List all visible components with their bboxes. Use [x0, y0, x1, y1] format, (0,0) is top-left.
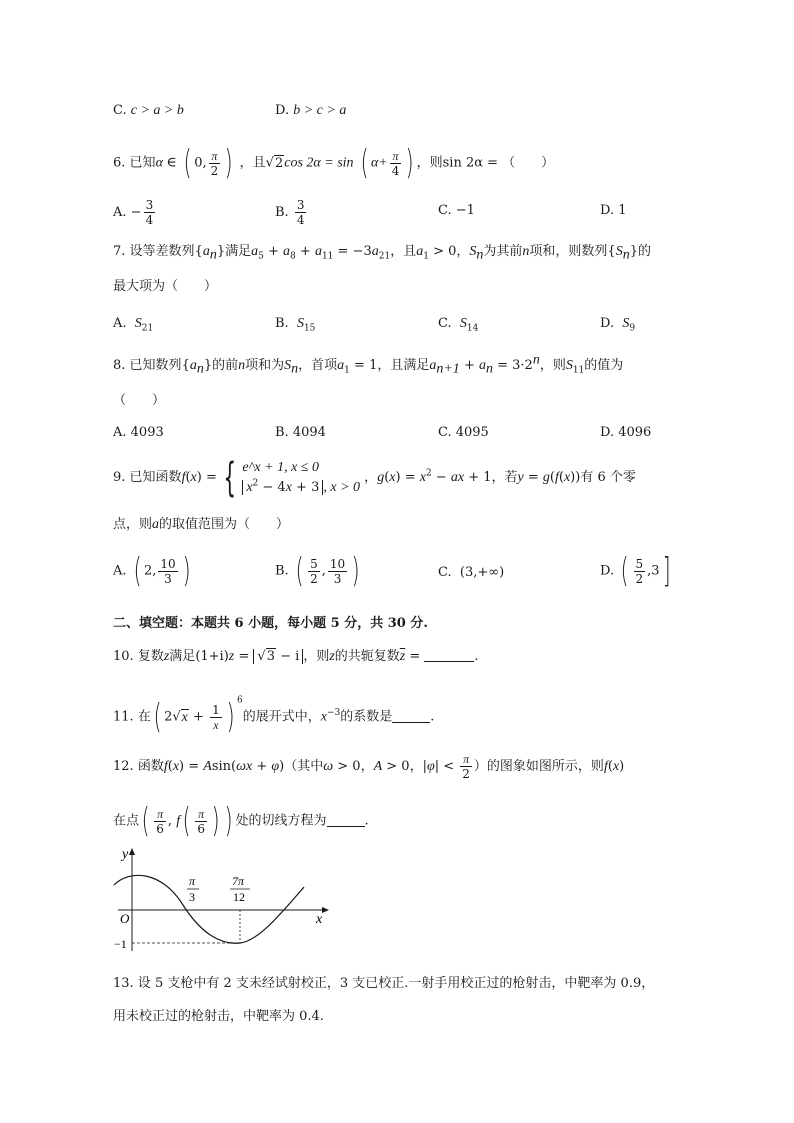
q8-option-c: C. 4095: [438, 425, 489, 440]
q7-option-b: B. $S_{15}$: [275, 316, 316, 334]
q6-option-a: A. − $\frac{3}{4}$: [113, 198, 154, 227]
q7-stem: 7. 设等差数列$\{a_n\}$满足$a_5 + a_8 + a_{11} = -3a_{21}$，且$a_1 > 0$，$S_n$为其前n项和，则数列$\{S_n\}$的: [113, 244, 651, 263]
q6-option-b: B. $\frac{3}{4}$: [275, 198, 305, 227]
q9-option-c: C. (3,+∞): [438, 565, 505, 580]
q9-line2: 点，则a的取值范围为（ ）: [113, 517, 290, 532]
q7-line2: 最大项为（ ）: [113, 279, 218, 294]
q6-option-d: D. 1: [600, 203, 627, 218]
sevenpi12-num: 7π: [232, 874, 245, 888]
q7-option-a: A. $S_{21}$: [113, 316, 154, 334]
neg-one-label: −1: [114, 937, 127, 951]
q6-option-c: C. −1: [438, 203, 475, 218]
section-title: 二、填空题：本题共 6 小题，每小题 5 分，共 30 分.: [113, 616, 428, 631]
x-axis-arrow: [322, 907, 329, 913]
q7-option-c: C. $S_{14}$: [438, 316, 479, 334]
q12-line2: 在点( $\frac{\pi}{6}$ , f( $\frac{\pi}{6}$ ) ) 处的切线方程为 .: [113, 801, 369, 841]
q9-option-b: B. ( $\frac{5}{2}$ , $\frac{10}{3}$ ): [275, 551, 360, 591]
q9-stem: 9. 已知函数f(x) = { e^x + 1, x ≤ 0 $x^2 - 4x + 3$ , x > 0 ，$g(x) = x^2$ − ax + 1，若y = g(f(x))有 6 个零: [113, 454, 636, 501]
q9-option-d: D. ( $\frac{5}{2}$ ,3]: [600, 551, 671, 591]
y-axis-arrow: [129, 848, 135, 855]
pi3-num: π: [189, 874, 196, 888]
sine-graph: [110, 843, 335, 955]
q12-stem: 12. 函数f(x) = Asin(ωx + φ)（其中ω > 0，A > 0，|φ| < $\frac{\pi}{2}$ ）的图象如图所示，则f(x): [113, 752, 625, 781]
q9-option-a: A. ( 2, $\frac{10}{3}$ ): [113, 551, 191, 591]
q6-stem: 6. 已知α ∈ ( 0, $\frac{\pi}{2}$ ) ，且√2cos 2α = sin ( α+ $\frac{\pi}{4}$ ) ，则sin 2α = （ ）: [113, 143, 555, 183]
q8-option-d: D. 4096: [600, 425, 652, 440]
sevenpi12-den: 12: [233, 890, 245, 904]
q13-line2: 用未校正过的枪射击，中靶率为 0.4.: [113, 1009, 324, 1024]
q7-option-d: D. $S_9$: [600, 316, 636, 334]
q8-option-a: A. 4093: [113, 425, 164, 440]
sine-curve: [114, 875, 304, 943]
q8-stem: 8. 已知数列$\{a_n\}$的前n项和为$S_n$，首项$a_1 = 1$，且满足$a_{n+1} + a_n = 3\cdot 2^n$，则$S_{11}$的值为: [113, 352, 624, 377]
q8-line2: （ ）: [113, 393, 166, 408]
origin-label: O: [120, 911, 130, 926]
pi3-den: 3: [189, 890, 195, 904]
q13-line1: 13. 设 5 支枪中有 2 支未经试射校正，3 支已校正.一射手用校正过的枪射击，中靶率为 0.9，: [113, 976, 655, 991]
q8-option-b: B. 4094: [275, 425, 326, 440]
q10-stem: 10. 复数z满足(1+i)z = √3 − i ，则z的共轭复数$\overline{z}$ = .: [113, 649, 479, 664]
x-label: x: [316, 912, 323, 927]
q5-option-d: D. b > c > a: [275, 103, 347, 118]
y-label: y: [122, 847, 129, 862]
q11-stem: 11. 在( 2√x + $\frac{1}{x}$ ) $^6$的展开式中，$x^{-3}$的系数是 .: [113, 695, 435, 737]
q5-option-c: C. c > a > b: [113, 103, 184, 118]
